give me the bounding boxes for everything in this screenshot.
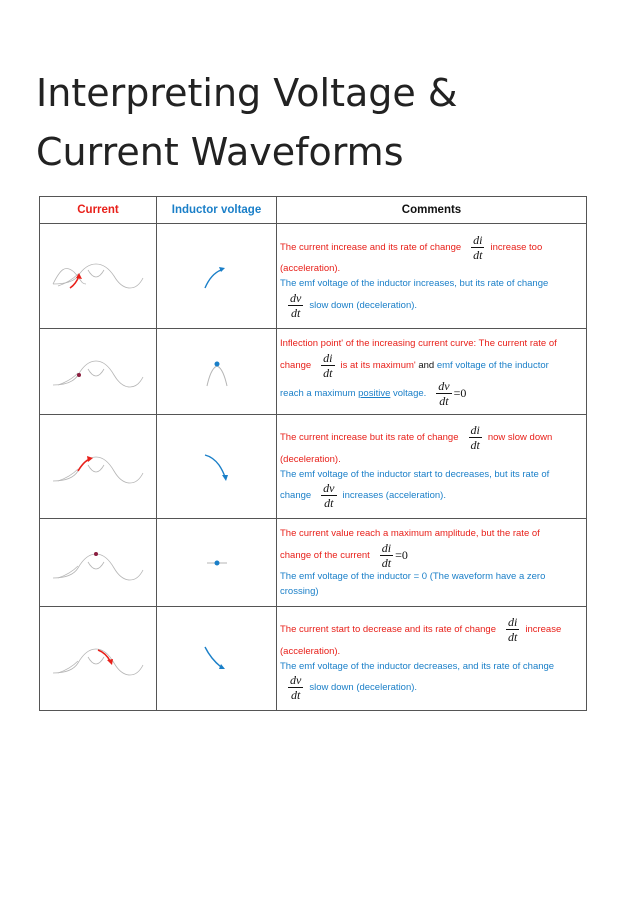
comment-text: change [280,490,312,501]
current-waveform-cell [40,607,157,711]
comment-text: change [280,359,312,371]
current-waveform-diagram [48,246,148,306]
voltage-waveform-cell [157,415,277,519]
comment-text: Inflection point' of the increasing current curve: The current rate of [280,338,557,349]
header-comments: Comments [277,197,587,224]
comment-text: The emf voltage of the inductor start to decreases, but its rate of [280,468,550,480]
current-waveform-diagram [48,439,148,495]
comment-text: is at its maximum' [340,359,416,371]
equals-zero: =0 [453,385,467,400]
comment-text: The current start to decrease and its rate of change [280,624,496,635]
fraction-di-dt: $\frac{di}{dt}$ [473,232,483,262]
fraction-di-dt: $\frac{di}{dt}$ [470,423,480,452]
comment-text: The emf voltage of the inductor = 0 (The waveform have a zero [280,571,546,582]
inductor-voltage-diagram [187,548,247,578]
current-waveform-cell [40,415,157,519]
current-waveform-diagram [48,538,148,588]
equals-zero: =0 [395,547,408,562]
comment-cell [277,329,587,415]
voltage-waveform-cell [157,519,277,607]
inductor-voltage-diagram [187,445,247,489]
inflection-point-dot [77,373,81,377]
comment-cell [277,519,587,607]
comment-text: now slow down [487,432,553,443]
comment-text: emf voltage of the inductor [436,359,549,371]
page-title: Interpreting Voltage & Current Waveforms [36,71,458,174]
table-row [40,415,587,519]
inductor-voltage-diagram [187,352,247,392]
comment-cell [277,607,587,711]
comment-text: The current increase but its rate of change [280,432,459,443]
comment-text: The emf voltage of the inductor increases, but its rate of change [280,278,549,289]
comment-text-underlined: positive [358,387,391,399]
current-waveform-cell [40,329,157,415]
comment-text: change of the current [280,549,370,561]
inductor-voltage-diagram [187,256,247,296]
comment-text: and [418,359,435,371]
comment-text: The current value reach a maximum amplitude, but the rate of [280,528,540,539]
waveform-table [39,196,587,711]
comment-text: voltage. [393,387,427,399]
current-waveform-cell [40,519,157,607]
comment-text: crossing) [280,586,319,597]
voltage-waveform-cell [157,329,277,415]
fraction-dv-dt: $\frac{dv}{dt}$ [323,481,335,510]
fraction-di-dt: $\frac{di}{dt}$ [323,350,333,380]
comment-cell [277,415,587,519]
comment-text: increase too [490,241,543,253]
fraction-di-dt: $\frac{di}{dt}$ [507,615,518,644]
comment-text: The current increase and its rate of change [280,241,462,253]
comment-text: increase [525,624,562,635]
inductor-voltage-diagram [187,637,247,681]
current-peak-dot [94,552,98,556]
comment-text: reach a maximum [280,387,356,399]
comment-text: (deceleration). [280,453,341,465]
table-row [40,519,587,607]
current-waveform-diagram [48,631,148,687]
comment-text: (acceleration). [280,263,341,274]
fraction-dv-dt: $\frac{dv}{dt}$ [290,290,302,320]
current-waveform-cell [40,224,157,329]
voltage-waveform-cell [157,607,277,711]
comment-text: increases (acceleration). [342,490,446,501]
fraction-di-dt: $\frac{di}{dt}$ [381,540,392,570]
comment-text: slow down (deceleration). [309,682,418,693]
current-waveform-diagram [48,347,148,397]
voltage-waveform-cell [157,224,277,329]
voltage-peak-dot [214,361,219,366]
comment-text: The emf voltage of the inductor decreases, and its rate of change [280,660,555,672]
header-current: Current [40,197,157,224]
table-header-row [40,197,587,224]
comment-text: slow down (deceleration). [309,299,418,311]
voltage-zero-dot [214,560,219,565]
table-row [40,224,587,329]
table-row [40,607,587,711]
fraction-dv-dt: $\frac{dv}{dt}$ [290,673,302,702]
table-row [40,329,587,415]
comment-text: (acceleration). [280,645,341,657]
header-inductor-voltage: Inductor voltage [157,197,277,224]
comment-cell [277,224,587,329]
fraction-dv-dt: $\frac{dv}{dt}$ [438,378,450,408]
